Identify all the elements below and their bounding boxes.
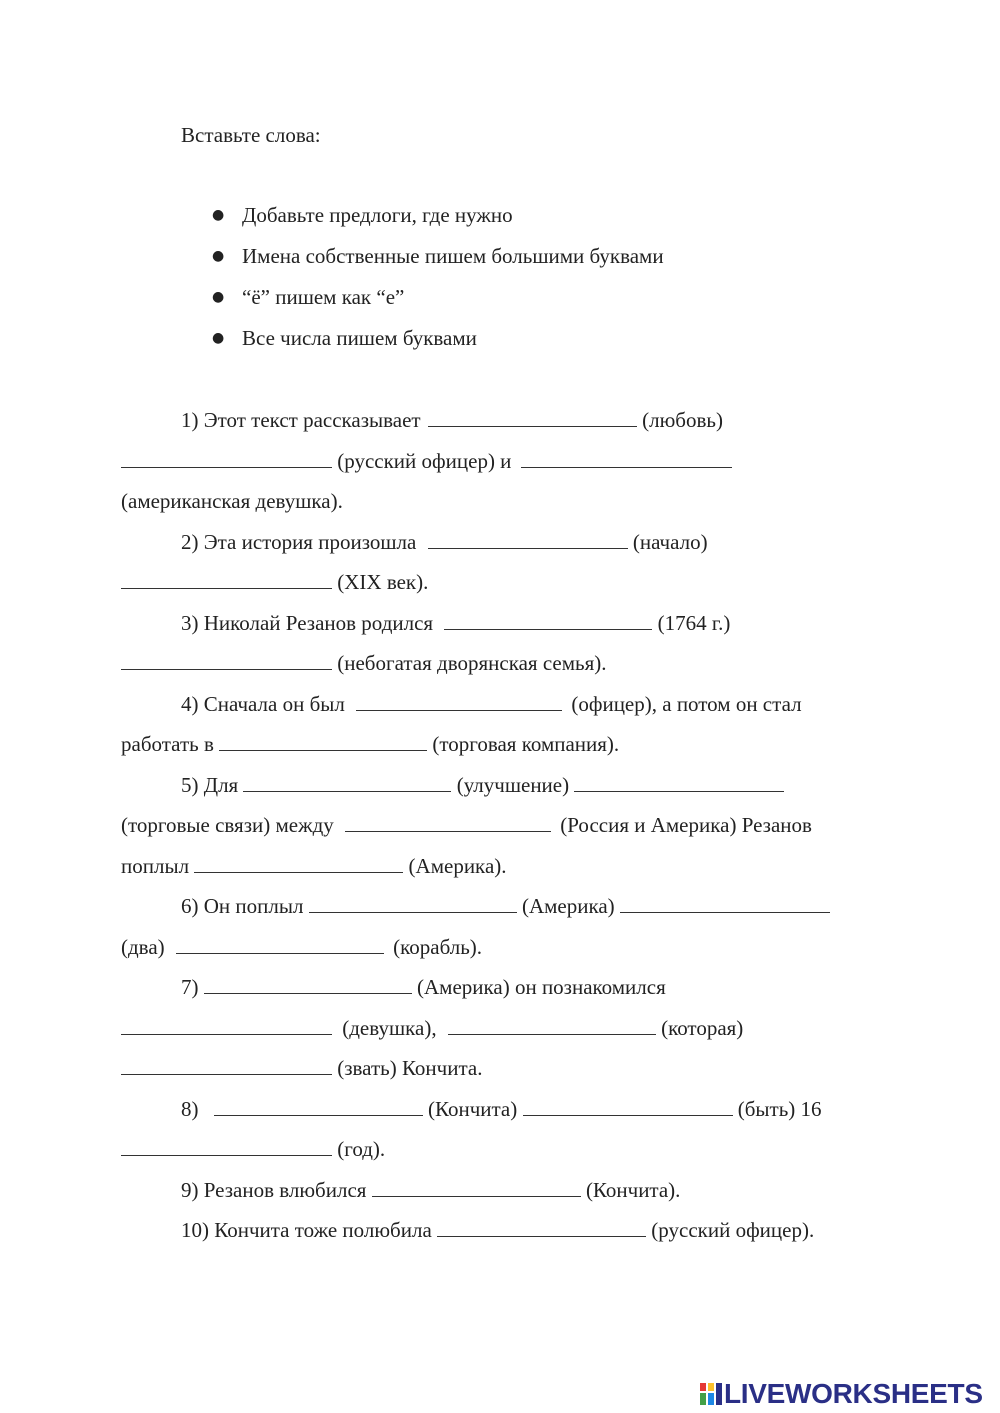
exercise-hint: (звать) Кончита. <box>337 1056 483 1080</box>
exercise-text: 5) Для <box>181 773 239 797</box>
exercise-text: 7) <box>181 975 199 999</box>
answer-blank[interactable] <box>523 1096 733 1116</box>
exercise-hint: (которая) <box>661 1016 744 1040</box>
rule-item <box>212 243 664 284</box>
exercise-line <box>121 448 732 474</box>
rule-text: Имена собственные пишем большими буквами <box>242 244 664 268</box>
bullet-icon: ● <box>212 330 225 346</box>
exercise-text: 3) Николай Резанов родился <box>181 611 434 635</box>
answer-blank[interactable] <box>444 610 652 630</box>
bullet-icon: ● <box>212 289 225 305</box>
rules-list <box>212 202 664 366</box>
answer-blank[interactable] <box>309 893 517 913</box>
answer-blank[interactable] <box>521 448 732 468</box>
exercise-hint: (небогатая дворянская семья). <box>337 651 607 675</box>
rule-text: “ё” пишем как “е” <box>242 285 405 309</box>
answer-blank[interactable] <box>437 1217 646 1237</box>
instructions-title: Вставьте слова: <box>181 123 321 147</box>
answer-blank[interactable] <box>574 772 784 792</box>
answer-blank[interactable] <box>121 1015 332 1035</box>
exercise-line <box>121 731 619 757</box>
exercise-line <box>121 569 428 595</box>
exercise-hint: (девушка), <box>342 1016 437 1040</box>
exercise-line <box>121 1015 743 1041</box>
exercise-hint: (Америка) <box>521 894 615 918</box>
answer-blank[interactable] <box>243 772 451 792</box>
exercise-line <box>181 407 723 433</box>
exercise-line <box>181 1217 814 1243</box>
exercise-hint: (начало) <box>632 530 708 554</box>
answer-blank[interactable] <box>428 529 628 549</box>
exercise-hint: (два) <box>121 935 165 959</box>
rule-text: Все числа пишем буквами <box>242 326 477 350</box>
exercise-line <box>121 488 343 514</box>
exercise-line <box>181 974 666 1000</box>
answer-blank[interactable] <box>356 691 562 711</box>
answer-blank[interactable] <box>121 569 332 589</box>
exercise-line <box>121 650 607 676</box>
exercise-text: работать в <box>121 732 214 756</box>
exercise-text: 8) <box>181 1097 199 1121</box>
exercise-hint: (торговая компания). <box>432 732 620 756</box>
answer-blank[interactable] <box>194 853 403 873</box>
liveworksheets-logo <box>700 1379 983 1409</box>
exercise-hint: (1764 г.) <box>657 611 731 635</box>
answer-blank[interactable] <box>121 1055 332 1075</box>
answer-blank[interactable] <box>121 448 332 468</box>
exercise-text: поплыл <box>121 854 190 878</box>
exercise-hint: (улучшение) <box>456 773 570 797</box>
bullet-icon: ● <box>212 207 225 223</box>
answer-blank[interactable] <box>345 812 551 832</box>
answer-blank[interactable] <box>176 934 384 954</box>
exercise-line <box>121 1055 482 1081</box>
answer-blank[interactable] <box>428 407 637 427</box>
answer-blank[interactable] <box>204 974 412 994</box>
exercise-text: 6) Он поплыл <box>181 894 304 918</box>
answer-blank[interactable] <box>372 1177 581 1197</box>
rule-item <box>212 284 664 325</box>
exercise-text: 2) Эта история произошла <box>181 530 417 554</box>
exercise-line <box>121 934 482 960</box>
rule-item <box>212 325 664 366</box>
rule-text: Добавьте предлоги, где нужно <box>242 203 513 227</box>
answer-blank[interactable] <box>121 650 332 670</box>
answer-blank[interactable] <box>620 893 830 913</box>
exercise-line <box>181 610 730 636</box>
exercise-hint: (Кончита). <box>585 1178 681 1202</box>
exercise-hint: (Америка). <box>408 854 507 878</box>
exercise-hint: (Кончита) <box>428 1097 518 1121</box>
exercise-text: 1) Этот текст рассказывает <box>181 408 421 432</box>
exercise-hint: (Россия и Америка) Резанов <box>560 813 812 837</box>
rule-item <box>212 202 664 243</box>
exercise-hint: (любовь) <box>642 408 723 432</box>
exercise-line <box>121 1136 385 1162</box>
exercise-text: 9) Резанов влюбился <box>181 1178 367 1202</box>
exercise-line <box>181 529 708 555</box>
exercise-hint: (быть) 16 <box>737 1097 822 1121</box>
exercise-line <box>181 691 802 717</box>
exercise-text: 4) Сначала он был <box>181 692 345 716</box>
exercise-hint: (Америка) он познакомился <box>417 975 666 999</box>
answer-blank[interactable] <box>448 1015 656 1035</box>
logo-mark-icon <box>700 1381 722 1407</box>
exercise-hint: (русский офицер). <box>651 1218 815 1242</box>
exercise-line <box>181 772 784 798</box>
exercise-line <box>121 853 507 879</box>
bullet-icon: ● <box>212 248 225 264</box>
exercise-hint: (офицер), а потом он стал <box>571 692 802 716</box>
exercise-text: 10) Кончита тоже полюбила <box>181 1218 432 1242</box>
logo-text: LIVEWORKSHEETS <box>724 1378 983 1409</box>
exercise-hint: (русский офицер) и <box>337 449 512 473</box>
exercise-line <box>181 1096 822 1122</box>
exercise-hint: (торговые связи) между <box>121 813 334 837</box>
answer-blank[interactable] <box>121 1136 332 1156</box>
exercise-hint: (год). <box>337 1137 386 1161</box>
exercise-hint: (XIX век). <box>337 570 429 594</box>
exercise-line <box>181 1177 680 1203</box>
answer-blank[interactable] <box>219 731 427 751</box>
answer-blank[interactable] <box>214 1096 423 1116</box>
exercise-hint: (американская девушка). <box>121 489 343 513</box>
exercise-line <box>181 893 830 919</box>
exercise-line <box>121 812 812 838</box>
exercise-hint: (корабль). <box>393 935 483 959</box>
